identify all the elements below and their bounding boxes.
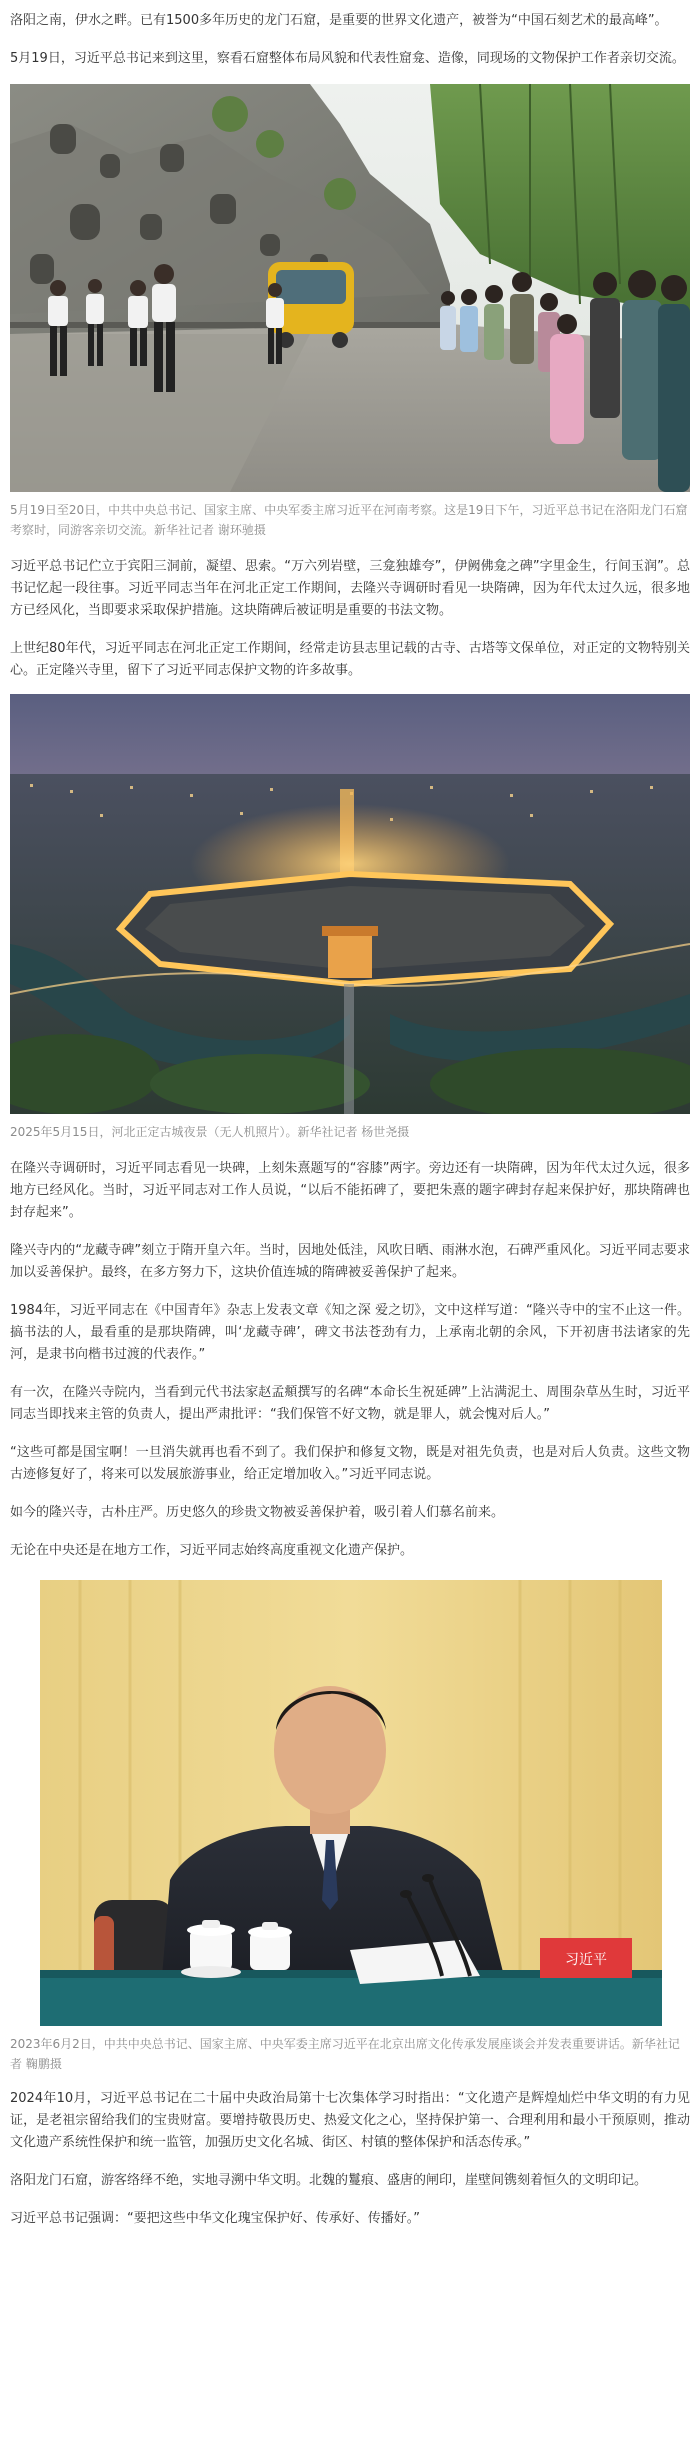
paragraph-5: 在隆兴寺调研时，习近平同志看见一块碑，上刻朱熹题写的“容膝”两字。旁边还有一块隋碑，因为年代太过久远，很多地方已经风化。当时，习近平同志对工作人员说，“以后不能拓碑了，要把朱熹的题字碑封存起来保护好，那块隋碑也封存起来”。 bbox=[10, 1161, 690, 1220]
paragraph-12: 2024年10月，习近平总书记在二十届中央政治局第十七次集体学习时指出：“文化遗产是辉煌灿烂中华文明的有力见证，是老祖宗留给我们的宝贵财富。要增持敬畏历史、热爱文化之心，坚持保护第一、合理利用和最小干预原则，推动文化遗产系统性保护和统一监管，加强历史文化名城、街区、村镇的整体保护和活态传承。” bbox=[10, 2091, 690, 2150]
paragraph-14: 习近平总书记强调：“要把这些中华文化瑰宝保护好、传承好、传播好。” bbox=[10, 2211, 420, 2226]
photo-symposium-speech bbox=[40, 1580, 662, 2026]
nameplate-text: 习近平 bbox=[565, 1952, 607, 1968]
paragraph-4: 上世纪80年代，习近平同志在河北正定工作期间，经常走访县志里记载的古寺、古塔等文保单位，对正定的文物特别关心。正定隆兴寺里，留下了习近平同志保护文物的许多故事。 bbox=[10, 641, 690, 678]
photo-longmen-grottoes bbox=[10, 84, 690, 492]
caption-1: 5月19日至20日，中共中央总书记、国家主席、中央军委主席习近平在河南考察。这是19日下午，习近平总书记在洛阳龙门石窟考察时，同游客亲切交流。新华社记者 谢环驰摄 bbox=[10, 503, 688, 537]
paragraph-10: 如今的隆兴寺，古朴庄严。历史悠久的珍贵文物被妥善保护着，吸引着人们慕名前来。 bbox=[10, 1505, 505, 1520]
paragraph-3: 习近平总书记伫立于宾阳三洞前，凝望、思索。“万六列岩壁，三龛独雄夸”，伊阙佛龛之碑”字里金生，行间玉润”。总书记忆起一段往事。习近平同志当年在河北正定工作期间，去隆兴寺调研时看见一块隋碑，因为年代太过久远，很多地方已经风化，当即要求采取保护措施。这块隋碑后被证明是重要的书法文物。 bbox=[10, 559, 690, 618]
paragraph-13: 洛阳龙门石窟，游客络绎不绝，实地寻溯中华文明。北魏的鬘痕、盛唐的闸印，崖壁间镌刻着恒久的文明印记。 bbox=[10, 2173, 648, 2188]
paragraph-1: 洛阳之南，伊水之畔。已有1500多年历史的龙门石窟，是重要的世界文化遗产，被誉为“中国石刻艺术的最高峰”。 bbox=[10, 13, 668, 28]
paragraph-6: 隆兴寺内的“龙藏寺碑”刻立于隋开皇六年。当时，因地处低洼，风吹日晒、雨淋水泡，石碑严重风化。习近平同志要求加以妥善保护。最终，在多方努力下，这块价值连城的隋碑被妥善保护了起来。 bbox=[10, 1243, 690, 1280]
paragraph-9: “这些可都是国宝啊！一旦消失就再也看不到了。我们保护和修复文物，既是对祖先负责，也是对后人负责。这些文物古迹修复好了，将来可以发展旅游事业，给正定增加收入。”习近平同志说。 bbox=[10, 1445, 690, 1482]
paragraph-7: 1984年，习近平同志在《中国青年》杂志上发表文章《知之深 爱之切》，文中这样写道：“隆兴寺中的宝不止这一件。搞书法的人，最看重的是那块隋碑，叫‘龙藏寺碑’，碑文书法苍劲有力，上承南北朝的余风，下开初唐书法诸家的先河，是隶书向楷书过渡的代表作。” bbox=[10, 1303, 690, 1362]
caption-2: 2025年5月15日，河北正定古城夜景（无人机照片）。新华社记者 杨世尧摄 bbox=[10, 1125, 410, 1139]
paragraph-8: 有一次，在隆兴寺院内，当看到元代书法家赵孟頫撰写的名碑“本命长生祝延碑”上沾满泥土、周围杂草丛生时，习近平同志当即找来主管的负责人，提出严肃批评：“我们保管不好文物，就是罪人，就会愧对后人。” bbox=[10, 1385, 690, 1422]
paragraph-2: 5月19日，习近平总书记来到这里，察看石窟整体布局风貌和代表性窟龛、造像，同现场的文物保护工作者亲切交流。 bbox=[10, 51, 685, 66]
photo-zhengding-night-view bbox=[10, 694, 690, 1114]
paragraph-11: 无论在中央还是在地方工作，习近平同志始终高度重视文化遗产保护。 bbox=[10, 1543, 414, 1558]
caption-3: 2023年6月2日，中共中央总书记、国家主席、中央军委主席习近平在北京出席文化传承发展座谈会并发表重要讲话。新华社记者 鞠鹏摄 bbox=[10, 2037, 680, 2071]
